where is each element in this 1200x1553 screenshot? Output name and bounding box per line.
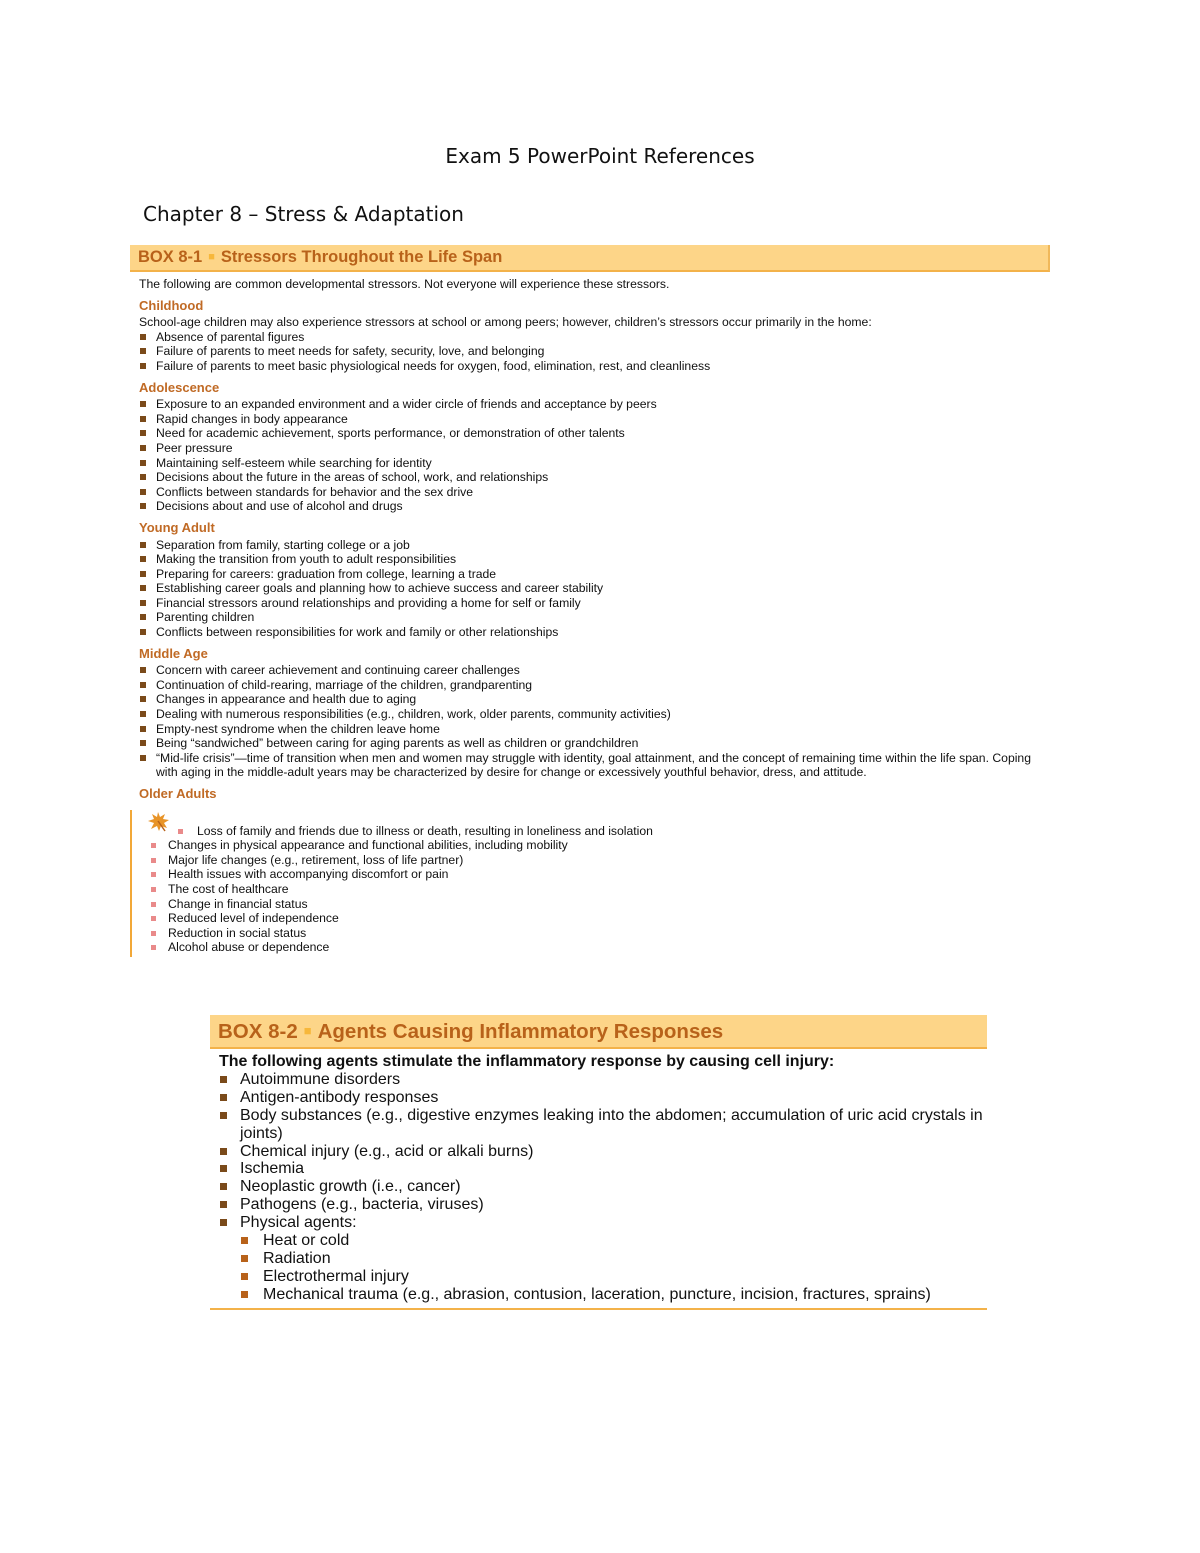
list-item: Financial stressors around relationships and providing a home for self or family [139, 596, 1050, 611]
list-item: Making the transition from youth to adult responsibilities [139, 552, 1050, 567]
agents-list [219, 1071, 987, 1232]
list-item: Health issues with accompanying discomfort or pain [141, 867, 1050, 882]
list-item: Major life changes (e.g., retirement, loss of life partner) [141, 853, 1050, 868]
list-item: Neoplastic growth (i.e., cancer) [219, 1178, 987, 1196]
list-item: Continuation of child-rearing, marriage of the children, grandparenting [139, 678, 1050, 693]
list-item: Preparing for careers: graduation from college, learning a trade [139, 567, 1050, 582]
document-title: Exam 5 PowerPoint References [445, 144, 755, 168]
box-8-1-label: BOX 8-1 [138, 248, 203, 266]
childhood-intro: School-age children may also experience stressors at school or among peers; however, children’s stressors occur primarily in the home: [139, 315, 872, 330]
list-item: Decisions about and use of alcohol and drugs [139, 499, 1050, 514]
list-item: Alcohol abuse or dependence [141, 940, 1050, 955]
section-heading-adolescence: Adolescence [139, 379, 220, 395]
list-item: Body substances (e.g., digestive enzymes leaking into the abdomen; accumulation of uric acid crystals in joints) [219, 1107, 987, 1143]
list-item: Concern with career achievement and continuing career challenges [139, 663, 1050, 678]
box-8-1 [130, 245, 1050, 957]
chapter-title: Chapter 8 – Stress & Adaptation [143, 202, 464, 226]
list-item: Establishing career goals and planning how to achieve success and career stability [139, 581, 1050, 596]
list-item: Ischemia [219, 1160, 987, 1178]
list-item: Loss of family and friends due to illness or death, resulting in loneliness and isolation [141, 810, 1050, 839]
list-item: Changes in appearance and health due to aging [139, 692, 1050, 707]
list-item: Rapid changes in body appearance [139, 412, 1050, 427]
young-adult-list [139, 538, 1050, 640]
list-item: Dealing with numerous responsibilities (e.g., children, work, older parents, community activities) [139, 707, 1050, 722]
list-item: The cost of healthcare [141, 882, 1050, 897]
list-item: Conflicts between responsibilities for work and family or other relationships [139, 625, 1050, 640]
list-item: Absence of parental figures [139, 330, 1050, 345]
list-item: Chemical injury (e.g., acid or alkali burns) [219, 1143, 987, 1161]
list-item: “Mid-life crisis”—time of transition when men and women may struggle with identity, goal attainment, and the concept of remaining time within the life span. Coping with aging in the middle-adult years may be characterized by desire for change or excessively youthful behavior, dress, and attitude. [139, 751, 1050, 780]
list-item: Autoimmune disorders [219, 1071, 987, 1089]
list-item: Reduction in social status [141, 926, 1050, 941]
box-8-2 [210, 1015, 987, 1310]
list-item: Physical agents: [219, 1214, 987, 1232]
list-item: Heat or cold [219, 1232, 987, 1250]
list-item: Being “sandwiched” between caring for aging parents as well as children or grandchildren [139, 736, 1050, 751]
list-item: Radiation [219, 1250, 987, 1268]
list-item: Maintaining self-esteem while searching for identity [139, 456, 1050, 471]
older-adults-block [130, 810, 1050, 957]
separator-square-icon: ■ [303, 1023, 312, 1038]
box-8-2-label: BOX 8-2 [218, 1020, 298, 1043]
list-item: Need for academic achievement, sports performance, or demonstration of other talents [139, 426, 1050, 441]
list-item: Mechanical trauma (e.g., abrasion, contusion, laceration, puncture, incision, fractures, sprains) [219, 1286, 987, 1304]
section-heading-older-adults: Older Adults [139, 786, 217, 801]
list-item: Reduced level of independence [141, 911, 1050, 926]
box-8-1-header [130, 245, 1050, 272]
box-8-1-title: Stressors Throughout the Life Span [220, 248, 503, 266]
list-item: Empty-nest syndrome when the children leave home [139, 722, 1050, 737]
separator-square-icon: ■ [208, 251, 215, 263]
list-item: Pathogens (e.g., bacteria, viruses) [219, 1196, 987, 1214]
list-item: Failure of parents to meet basic physiological needs for oxygen, food, elimination, rest, and cleanliness [139, 359, 1050, 374]
list-item: Exposure to an expanded environment and a wider circle of friends and acceptance by peers [139, 397, 1050, 412]
section-heading-young-adult: Young Adult [139, 519, 215, 535]
list-item: Separation from family, starting college or a job [139, 538, 1050, 553]
physical-agents-list [219, 1232, 987, 1304]
middle-age-list [139, 663, 1050, 780]
list-item: Changes in physical appearance and functional abilities, including mobility [141, 838, 1050, 853]
list-item: Decisions about the future in the areas of school, work, and relationships [139, 470, 1050, 485]
childhood-list [139, 330, 1050, 374]
section-heading-middle-age: Middle Age [139, 645, 208, 661]
list-item: Antigen-antibody responses [219, 1089, 987, 1107]
box-8-1-intro: The following are common developmental stressors. Not everyone will experience these stressors. [139, 277, 670, 291]
box-8-2-title: Agents Causing Inflammatory Responses [317, 1020, 724, 1043]
section-heading-childhood: Childhood [139, 297, 204, 313]
list-item: Parenting children [139, 610, 1050, 625]
box-8-2-intro: The following agents stimulate the inflammatory response by causing cell injury: [219, 1053, 835, 1070]
list-item: Failure of parents to meet needs for safety, security, love, and belonging [139, 344, 1050, 359]
list-item: Peer pressure [139, 441, 1050, 456]
box-8-2-header [210, 1015, 987, 1049]
list-item: Electrothermal injury [219, 1268, 987, 1286]
adolescence-list [139, 397, 1050, 514]
list-item: Change in financial status [141, 897, 1050, 912]
list-item: Conflicts between standards for behavior and the sex drive [139, 485, 1050, 500]
older-adults-list [141, 810, 1050, 955]
